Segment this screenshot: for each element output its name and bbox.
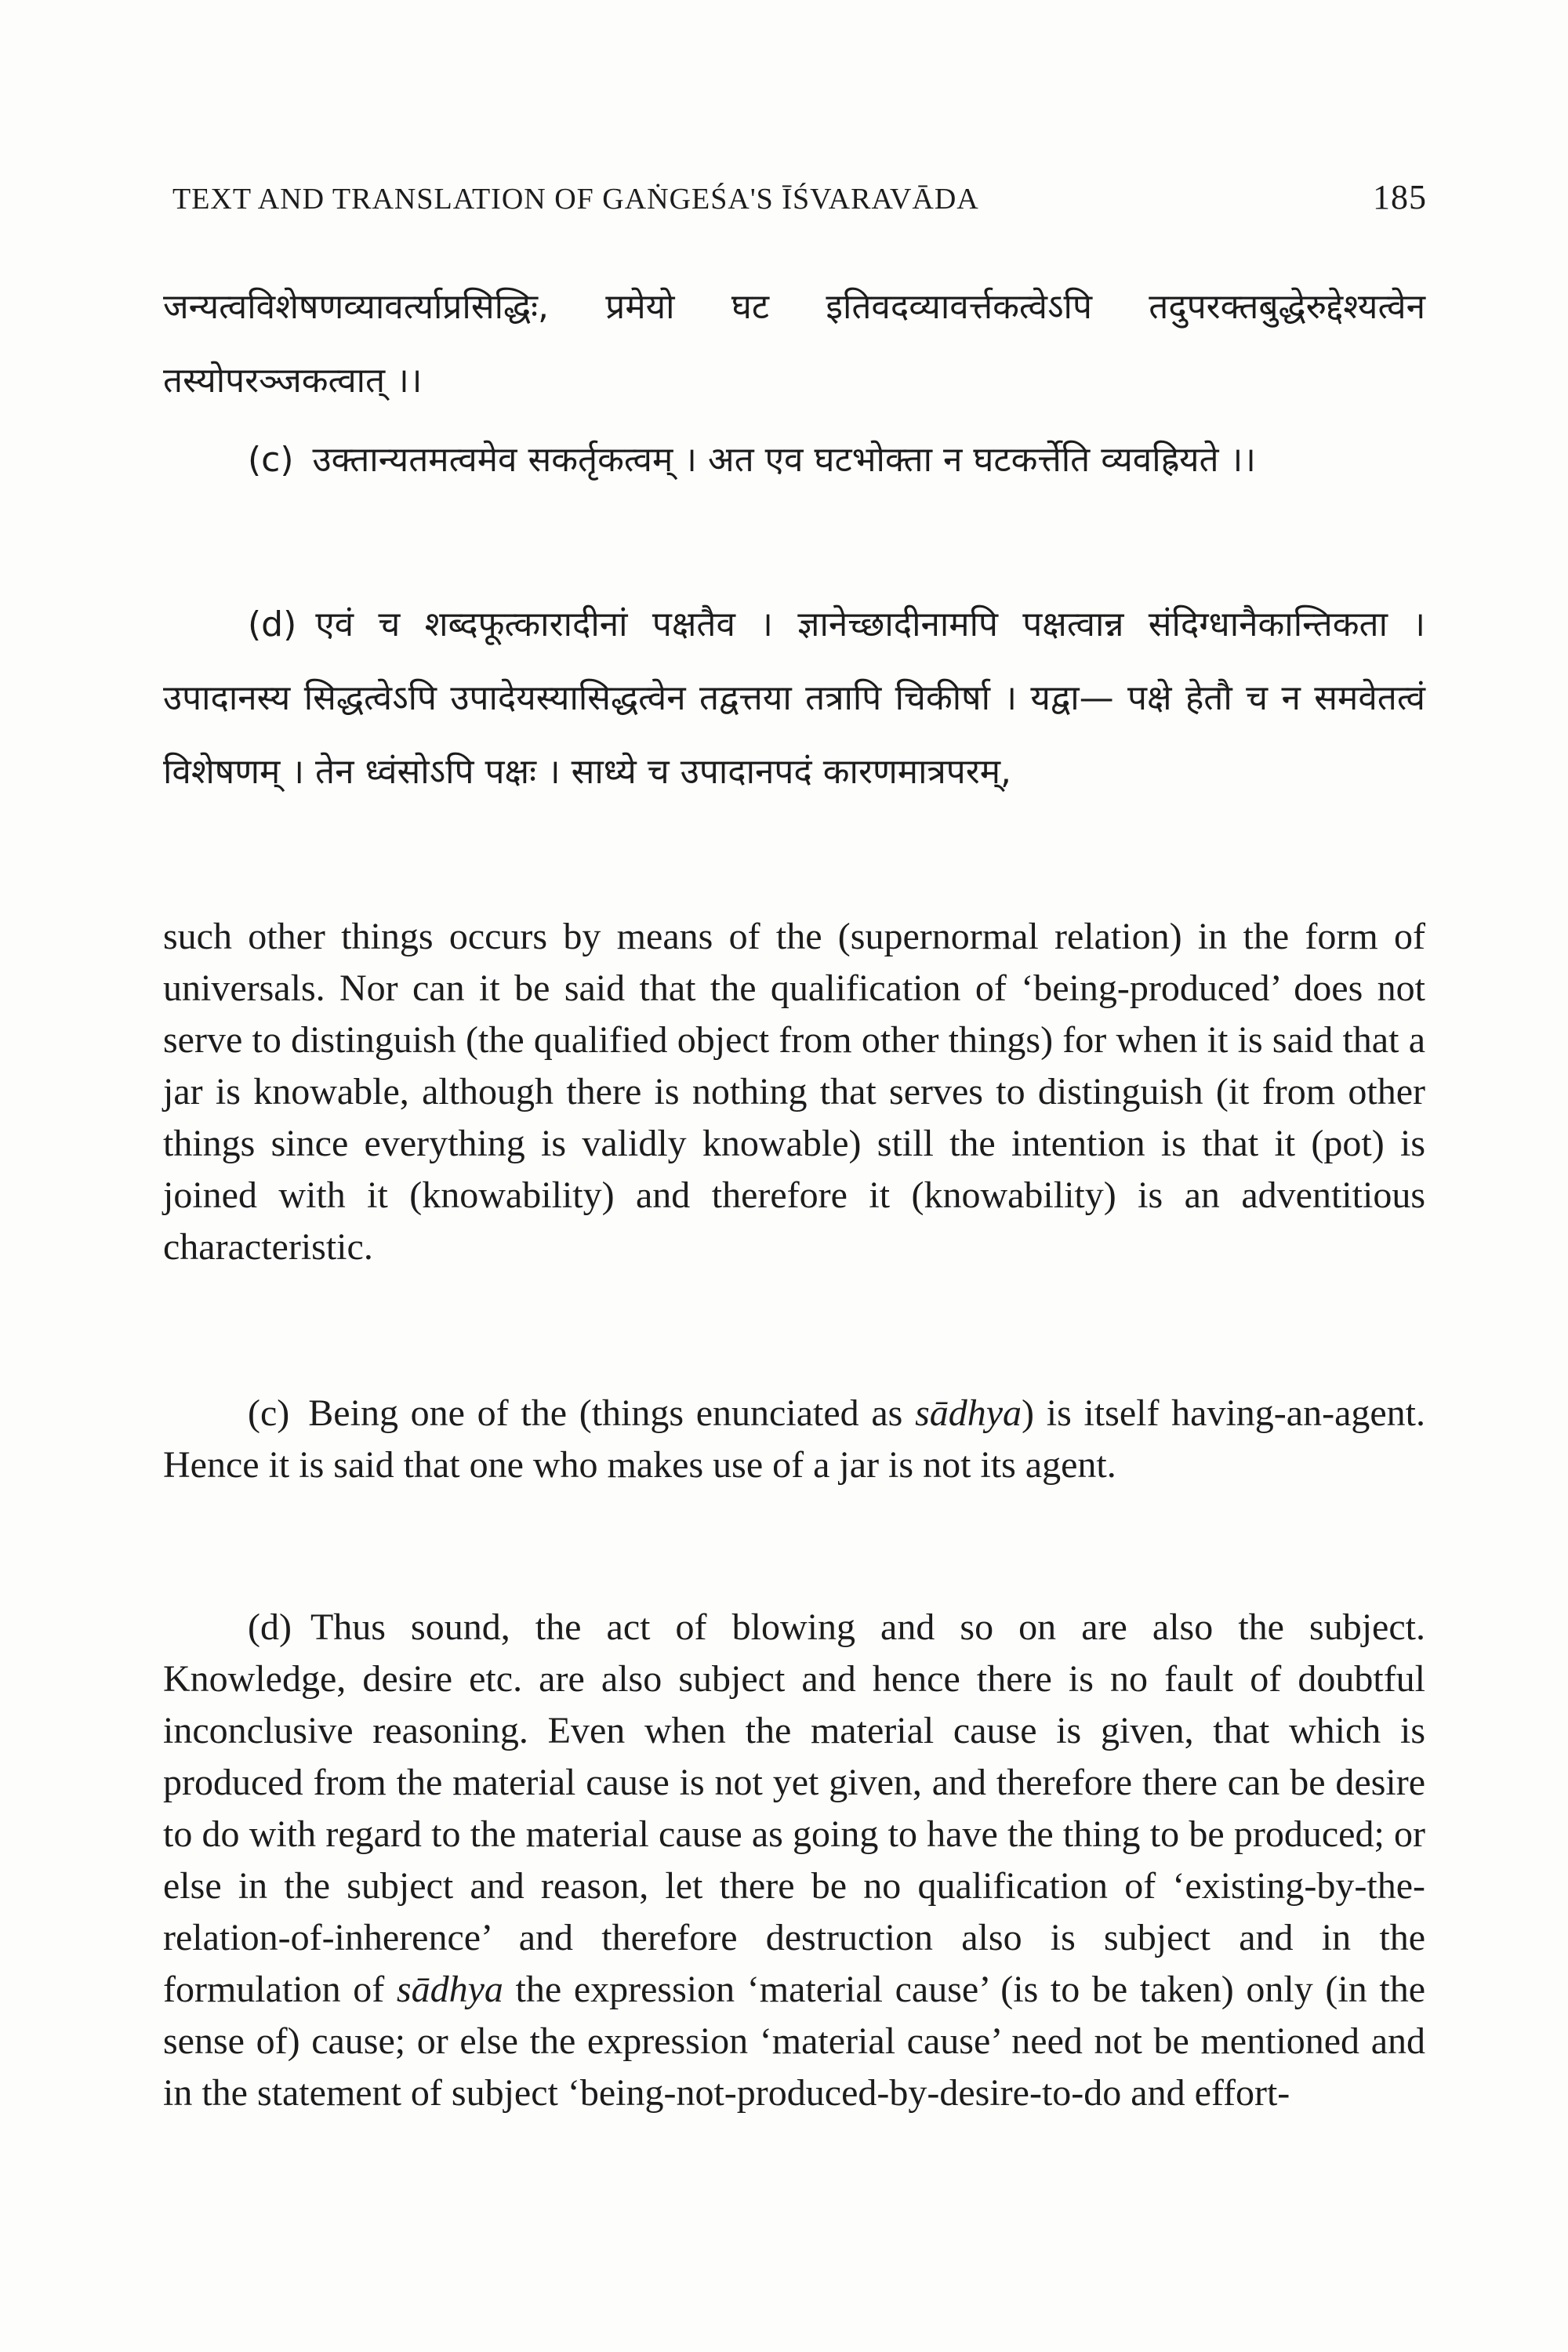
sadhya-term: sādhya xyxy=(915,1392,1022,1434)
sanskrit-paragraph-c xyxy=(163,423,1425,497)
sanskrit-text-a: जन्यत्वविशेषणव्यावर्त्याप्रसिद्धिः, प्रमेयो घट इतिवदव्यावर्त्तकत्वेऽपि तदुपरक्तबुद्धेरुद्देश्यत्वेन तस्योपरञ्जकत्वात् ।। xyxy=(163,287,1425,401)
translation-text-c-after: ) is itself having-an-agent. Hence it is said that one who makes use of a jar is not its agent. xyxy=(163,1392,1426,1486)
sanskrit-text-c: उक्तान्यतमत्वमेव सकर्तृकत्वम् । अत एव घटभोक्ता न घटकर्त्तेति व्यवह्रियते ।। xyxy=(312,440,1256,480)
sanskrit-paragraph-a xyxy=(163,270,1425,418)
sanskrit-paragraph-d xyxy=(163,588,1425,809)
sanskrit-label-c: (c) xyxy=(248,440,294,480)
translation-text-main: such other things occurs by means of the (supernormal relation) in the form of universals. Nor can it be said that the qualification of ‘being-produced’ does not serve to distinguish (the qualified object from other things) for when it is said that a jar is knowable, although there is nothing that serves to distinguish (it from other things since everything is validly knowable) still the intention is that it (pot) is joined with it (knowability) and therefore it (knowability) is an adventitious characteristic. xyxy=(163,916,1425,1268)
translation-text-d-before: Thus sound, the act of blowing and so on are also the subject. Knowledge, desire etc. are also subject and hence there is no fault of doubtful inconclusive reasoning. Even when the material cause is given, that which is produced from the material cause is not yet given, and therefore there can be desire to do with regard to the material cause as going to have the thing to be produced; or else in the subject and reason, let there be no qualification of ‘existing-by-the-relation-of-inherence’ and therefore destruction also is subject and in the formulation of xyxy=(163,1606,1425,2010)
translation-paragraph-main xyxy=(163,911,1425,1273)
running-header xyxy=(172,177,1427,217)
sanskrit-text-d: एवं च शब्दफूत्कारादीनां पक्षतैव । ज्ञानेच्छादीनामपि पक्षत्वान्न संदिग्धानैकान्तिकता । उपादानस्य सिद्धत्वेऽपि उपादेयस्यासिद्धत्वेन तद्वत्तया तत्रापि चिकीर्षा । यद्वा— पक्षे हेतौ च न समवेतत्वं विशेषणम् । तेन ध्वंसोऽपि पक्षः । साध्ये च उपादानपदं कारणमात्रपरम्, xyxy=(163,604,1425,792)
translation-text-c-before: Being one of the (things enunciated as xyxy=(308,1392,903,1434)
running-title: TEXT AND TRANSLATION OF GAṄGEŚA'S ĪŚVARAVĀDA xyxy=(172,183,979,216)
translation-paragraph-c xyxy=(163,1388,1425,1491)
translation-paragraph-d xyxy=(163,1602,1425,2119)
translation-label-c: (c) xyxy=(248,1392,290,1434)
page-number: 185 xyxy=(1373,178,1427,216)
translation-label-d: (d) xyxy=(248,1606,292,1648)
sanskrit-label-d: (d) xyxy=(248,604,297,644)
translation-text-d-after: the expression ‘material cause’ (is to be taken) only (in the sense of) cause; or else the expression ‘material cause’ need not be mentioned and in the statement of subject ‘being-not-produced-by-desire-to-do and effort- xyxy=(163,1969,1426,2114)
sadhya-term: sādhya xyxy=(396,1969,503,2010)
